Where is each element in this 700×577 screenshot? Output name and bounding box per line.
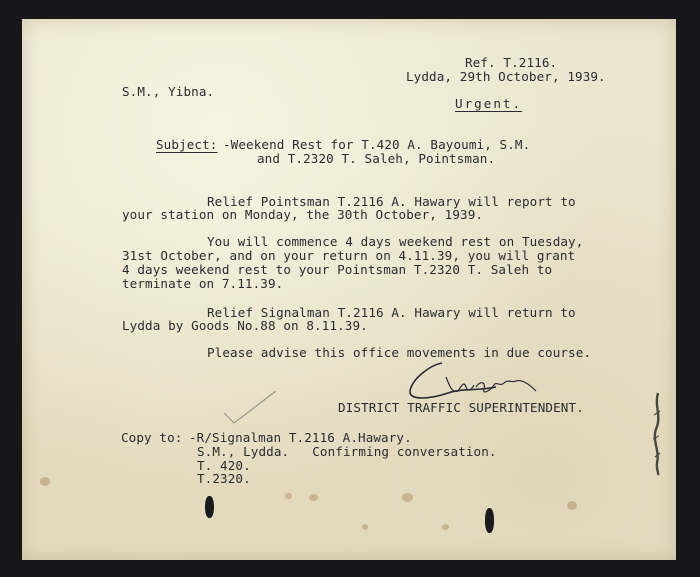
copy-to-line: -R/Signalman T.2116 A.Hawary. [189, 430, 412, 445]
copy-to-line: S.M., Lydda. Confirming conversation. [197, 444, 497, 459]
punch-hole [485, 508, 494, 533]
body-line: Lydda by Goods No.88 on 8.11.39. [122, 318, 368, 333]
copy-to-label: Copy to: [121, 430, 183, 445]
stain [362, 524, 368, 530]
stain [567, 501, 577, 510]
punch-hole [205, 496, 214, 518]
stain [402, 493, 413, 502]
subject-line: -Weekend Rest for T.420 A. Bayoumi, S.M. [223, 137, 531, 152]
body-line: 31st October, and on your return on 4.11.39, you will grant [122, 248, 576, 263]
stain [285, 493, 292, 499]
body-line: Relief Signalman T.2116 A. Hawary will return to [207, 305, 576, 320]
subject-line: and T.2320 T. Saleh, Pointsman. [257, 151, 496, 166]
addressee: S.M., Yibna. [122, 84, 215, 99]
stain [442, 524, 449, 530]
copy-to-line: T.2320. [197, 471, 251, 486]
stain [40, 477, 50, 486]
signature-title: DISTRICT TRAFFIC SUPERINTENDENT. [338, 400, 584, 415]
copy-to-line: T. 420. [197, 458, 251, 473]
body-line: You will commence 4 days weekend rest on Tuesday, [207, 234, 584, 249]
letter-page [22, 19, 676, 560]
edge-tear-mark [648, 391, 668, 476]
urgent-heading: Urgent. [455, 96, 523, 111]
pencil-tick-mark [220, 387, 280, 427]
body-line: Relief Pointsman T.2116 A. Hawary will report to [207, 194, 576, 209]
body-line: Please advise this office movements in due course. [207, 345, 592, 360]
subject-label: Subject: [156, 137, 218, 152]
reference-number: Ref. T.2116. [465, 55, 558, 70]
place-and-date: Lydda, 29th October, 1939. [406, 69, 606, 84]
body-line: 4 days weekend rest to your Pointsman T.2320 T. Saleh to [122, 262, 553, 277]
stain [309, 494, 318, 501]
body-line: your station on Monday, the 30th October, 1939. [122, 207, 484, 222]
body-line: terminate on 7.11.39. [122, 276, 284, 291]
